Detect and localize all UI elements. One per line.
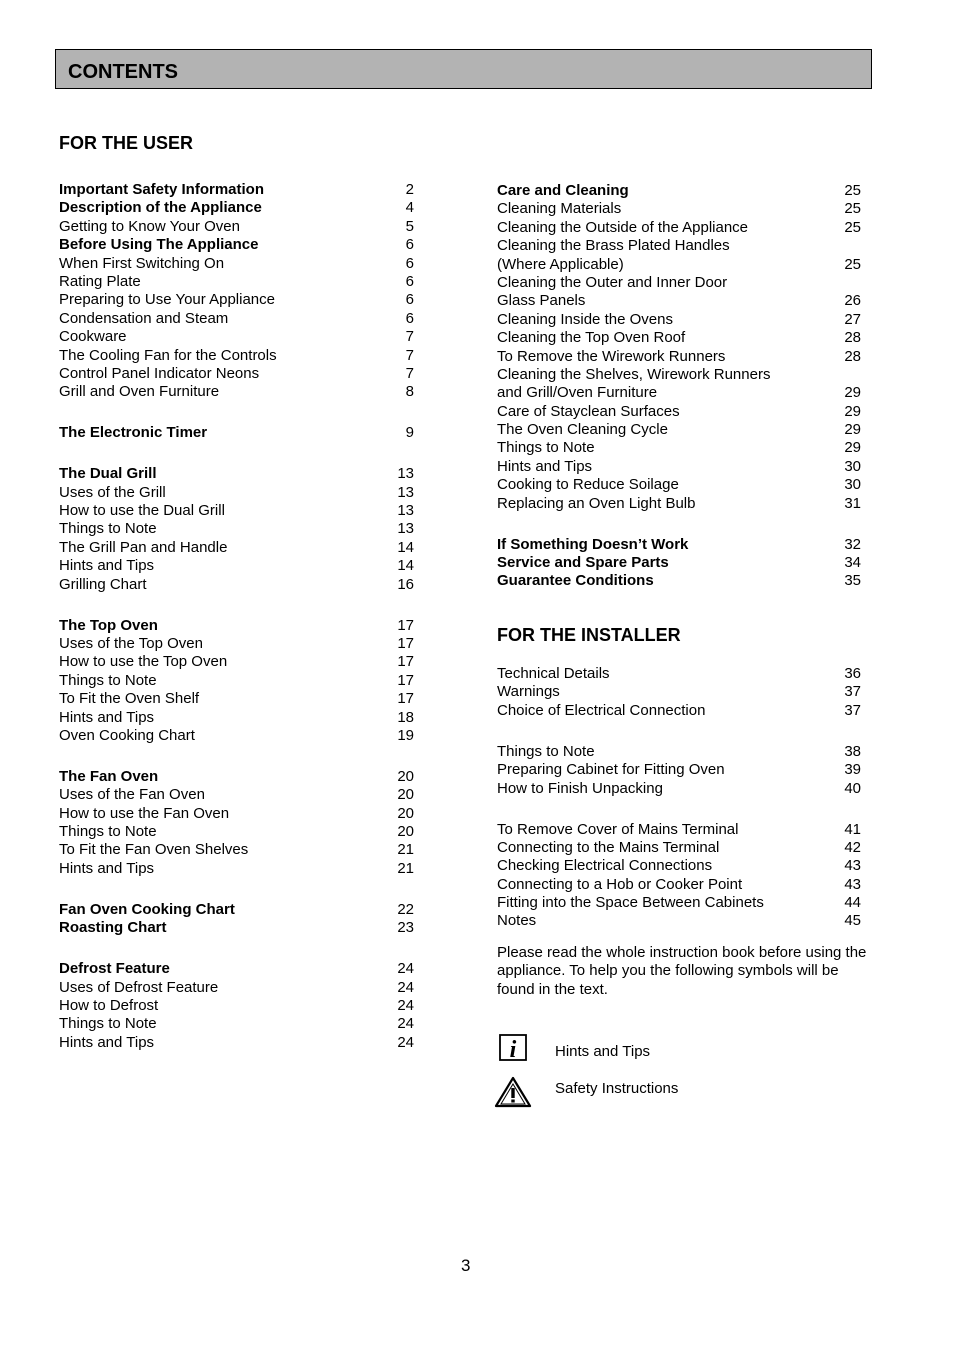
page-number: 3 (461, 1256, 471, 1275)
toc-entry-title: How to Defrost (59, 997, 159, 1015)
toc-entry-title: Grill and Oven Furniture (59, 383, 220, 401)
toc-entry-title: Roasting Chart (59, 919, 167, 937)
toc-entry-title: Things to Note (59, 671, 157, 689)
toc-entry-page: 21 (397, 841, 414, 859)
toc-entry (497, 476, 861, 494)
toc-entry (497, 219, 861, 237)
toc-entry-page: 25 (844, 218, 861, 236)
toc-entry (59, 841, 414, 859)
toc-entry-title: The Top Oven (59, 616, 158, 634)
toc-entry (59, 653, 414, 671)
toc-entry-page: 42 (844, 838, 861, 856)
toc-entry-title: The Oven Cleaning Cycle (497, 421, 668, 439)
toc-entry-title: Cleaning Inside the Ovens (497, 310, 673, 328)
toc-entry (497, 536, 861, 554)
toc-entry-page: 17 (397, 616, 414, 634)
info-i-icon (499, 1034, 529, 1062)
toc-entry (497, 458, 861, 476)
toc-entry-page: 2 (405, 181, 414, 198)
toc-entry-page: 24 (397, 978, 414, 996)
toc-entry-title: To Fit the Oven Shelf (59, 690, 200, 708)
toc-entry (59, 860, 414, 878)
toc-entry-title: Preparing Cabinet for Fitting Oven (497, 761, 725, 779)
group-spacer (497, 798, 861, 821)
group-spacer (59, 402, 414, 425)
toc-entry (497, 839, 861, 857)
toc-entry-title: Before Using The Appliance (59, 236, 259, 254)
toc-entry-page: 7 (405, 328, 414, 346)
toc-entry-title: Hints and Tips (59, 708, 155, 726)
toc-entry-title: The Cooling Fan for the Controls (59, 346, 277, 364)
toc-entry-page: 5 (405, 217, 414, 235)
toc-entry-page: 20 (397, 767, 414, 785)
toc-entry (59, 347, 414, 365)
toc-entry-page: 16 (397, 575, 414, 593)
toc-entry (497, 182, 861, 200)
toc-entry-title: To Remove the Wirework Runners (497, 347, 726, 365)
toc-entry-title: Hints and Tips (497, 457, 593, 475)
toc-entry-title: Grilling Chart (59, 575, 147, 593)
toc-entry-title: Guarantee Conditions (497, 572, 654, 590)
toc-entry-title: Rating Plate (59, 272, 141, 290)
toc-entry (59, 635, 414, 653)
toc-entry-page: 6 (405, 309, 414, 327)
toc-entry-page: 9 (405, 424, 414, 442)
instruction-note: Please read the whole instruction book before using the appliance. To help you the following symbols will be found in the text. (497, 944, 867, 998)
page-title: CONTENTS (68, 61, 178, 83)
toc-entry-title: Defrost Feature (59, 960, 170, 978)
toc-entry (59, 919, 414, 937)
toc-entry-page: 13 (397, 483, 414, 501)
toc-entry-page: 29 (844, 439, 861, 457)
toc-entry (59, 672, 414, 690)
toc-entry (59, 502, 414, 520)
toc-entry-page: 19 (397, 726, 414, 744)
installer-heading: FOR THE INSTALLER (497, 625, 681, 645)
toc-entry (497, 329, 861, 347)
toc-entry (59, 786, 414, 804)
toc-entry-page: 6 (405, 254, 414, 272)
toc-entry-page: 6 (405, 236, 414, 254)
toc-entry (59, 617, 414, 635)
toc-entry-title: How to Finish Unpacking (497, 779, 663, 797)
toc-entry-title: To Fit the Fan Oven Shelves (59, 841, 249, 859)
safety-symbol-label: Safety Instructions (555, 1080, 679, 1097)
toc-entry-title: Uses of Defrost Feature (59, 978, 219, 996)
toc-entry (59, 181, 414, 199)
toc-entry-title: Things to Note (59, 823, 157, 841)
toc-entry (59, 199, 414, 217)
toc-entry (59, 805, 414, 823)
toc-entry (59, 576, 414, 594)
toc-entry-page: 28 (844, 347, 861, 365)
toc-entry (497, 761, 861, 779)
toc-entry-title: Hints and Tips (59, 557, 155, 575)
toc-entry-title: Glass Panels (497, 292, 586, 310)
toc-entry-title: Service and Spare Parts (497, 554, 669, 572)
toc-entry-title: Cleaning the Brass Plated Handles (497, 237, 730, 255)
toc-entry (59, 557, 414, 575)
toc-entry-title: Cookware (59, 328, 127, 346)
toc-entry (59, 901, 414, 919)
toc-entry-title: Hints and Tips (59, 859, 155, 877)
toc-entry-page: 20 (397, 804, 414, 822)
toc-entry-page: 34 (844, 554, 861, 572)
toc-entry (497, 200, 861, 218)
toc-entry-page: 35 (844, 572, 861, 590)
toc-entry-title: Description of the Appliance (59, 199, 262, 217)
toc-entry-page: 17 (397, 671, 414, 689)
toc-entry (59, 328, 414, 346)
toc-entry (59, 768, 414, 786)
toc-entry-title: Cleaning Materials (497, 200, 622, 218)
toc-entry-title: Uses of the Fan Oven (59, 786, 205, 804)
toc-entry (497, 894, 861, 912)
toc-entry (497, 857, 861, 875)
toc-entry-title: and Grill/Oven Furniture (497, 384, 658, 402)
toc-entry-page: 31 (844, 494, 861, 512)
user-toc-left (59, 181, 414, 1052)
toc-entry (59, 255, 414, 273)
toc-entry (497, 274, 861, 292)
toc-entry (497, 665, 861, 683)
toc-entry-page: 38 (844, 742, 861, 760)
toc-entry-page: 21 (397, 859, 414, 877)
warning-triangle-icon (494, 1076, 532, 1108)
toc-entry-title: Cleaning the Outer and Inner Door (497, 273, 728, 291)
toc-entry-page: 17 (397, 634, 414, 652)
toc-entry (497, 821, 861, 839)
toc-entry-page: 29 (844, 421, 861, 439)
toc-entry-page: 37 (844, 701, 861, 719)
toc-entry-title: If Something Doesn’t Work (497, 535, 689, 553)
toc-entry-page: 7 (405, 346, 414, 364)
toc-entry-page: 30 (844, 476, 861, 494)
toc-entry (497, 743, 861, 761)
toc-entry (59, 365, 414, 383)
toc-entry-page: 6 (405, 272, 414, 290)
toc-entry-page: 20 (397, 823, 414, 841)
toc-entry (59, 823, 414, 841)
toc-entry-title: Things to Note (497, 742, 595, 760)
toc-entry-title: Connecting to a Hob or Cooker Point (497, 875, 743, 893)
group-spacer (59, 443, 414, 466)
group-spacer (59, 745, 414, 768)
toc-entry-title: Cleaning the Outside of the Appliance (497, 218, 749, 236)
toc-entry-title: Things to Note (497, 439, 595, 457)
toc-entry-title: How to use the Dual Grill (59, 502, 225, 520)
toc-entry (497, 554, 861, 572)
toc-entry-page: 17 (397, 690, 414, 708)
toc-entry (59, 484, 414, 502)
toc-entry-title: Preparing to Use Your Appliance (59, 291, 275, 309)
toc-entry (497, 439, 861, 457)
toc-entry-title: Uses of the Grill (59, 483, 166, 501)
group-spacer (59, 938, 414, 961)
toc-entry-page: 32 (844, 535, 861, 553)
toc-entry-title: Connecting to the Mains Terminal (497, 838, 720, 856)
toc-entry-page: 13 (397, 502, 414, 520)
toc-entry (59, 383, 414, 401)
toc-entry (59, 424, 414, 442)
toc-entry-page: 45 (844, 912, 861, 930)
toc-entry-title: Care of Stayclean Surfaces (497, 402, 680, 420)
toc-entry (59, 960, 414, 978)
hints-symbol-label: Hints and Tips (555, 1043, 651, 1060)
toc-entry-page: 8 (405, 383, 414, 401)
toc-entry-page: 44 (844, 894, 861, 912)
toc-entry (497, 702, 861, 720)
installer-toc (497, 665, 861, 931)
toc-entry-title: Cleaning the Shelves, Wirework Runners (497, 365, 771, 383)
group-spacer (59, 594, 414, 617)
toc-entry-title: The Dual Grill (59, 465, 157, 483)
toc-entry (497, 292, 861, 310)
group-spacer (497, 720, 861, 743)
toc-entry-page: 25 (844, 255, 861, 273)
toc-entry-page: 14 (397, 538, 414, 556)
toc-entry-title: Replacing an Oven Light Bulb (497, 494, 696, 512)
toc-entry-page: 39 (844, 761, 861, 779)
toc-entry-title: Important Safety Information (59, 181, 265, 198)
toc-entry (59, 1015, 414, 1033)
toc-entry-page: 40 (844, 779, 861, 797)
toc-entry (497, 256, 861, 274)
toc-entry-page: 43 (844, 857, 861, 875)
toc-entry-title: When First Switching On (59, 254, 225, 272)
toc-entry-page: 25 (844, 200, 861, 218)
toc-entry (497, 780, 861, 798)
toc-entry (497, 572, 861, 590)
toc-entry (497, 421, 861, 439)
toc-entry (59, 218, 414, 236)
toc-entry-page: 36 (844, 665, 861, 682)
toc-entry (497, 384, 861, 402)
toc-entry-title: How to use the Fan Oven (59, 804, 230, 822)
toc-entry-title: Things to Note (59, 520, 157, 538)
toc-entry (59, 465, 414, 483)
toc-entry-page: 24 (397, 997, 414, 1015)
toc-entry (59, 236, 414, 254)
toc-entry (59, 690, 414, 708)
toc-entry-title: Warnings (497, 683, 560, 701)
toc-entry-page: 14 (397, 557, 414, 575)
contents-banner (55, 49, 872, 89)
toc-entry (59, 1034, 414, 1052)
toc-entry-page: 43 (844, 875, 861, 893)
toc-entry-title: Choice of Electrical Connection (497, 701, 706, 719)
toc-entry-title: Condensation and Steam (59, 309, 229, 327)
toc-entry-page: 7 (405, 364, 414, 382)
toc-entry-title: To Remove Cover of Mains Terminal (497, 820, 739, 838)
toc-entry-page: 25 (844, 182, 861, 199)
group-spacer (497, 513, 861, 536)
toc-entry-title: The Electronic Timer (59, 424, 208, 442)
user-toc-right (497, 182, 861, 591)
toc-entry-page: 26 (844, 292, 861, 310)
toc-entry-page: 29 (844, 384, 861, 402)
toc-entry-page: 37 (844, 683, 861, 701)
toc-entry-title: Uses of the Top Oven (59, 634, 203, 652)
toc-entry-title: Notes (497, 912, 537, 930)
toc-entry-page: 27 (844, 310, 861, 328)
toc-entry (59, 709, 414, 727)
toc-entry (59, 310, 414, 328)
toc-entry (59, 273, 414, 291)
toc-entry (59, 997, 414, 1015)
toc-entry (497, 348, 861, 366)
toc-entry-title: Technical Details (497, 665, 610, 682)
toc-entry-title: Oven Cooking Chart (59, 726, 195, 744)
user-heading: FOR THE USER (59, 133, 194, 153)
toc-entry (59, 291, 414, 309)
toc-entry (497, 311, 861, 329)
toc-entry-page: 4 (405, 199, 414, 217)
group-spacer (59, 878, 414, 901)
toc-entry (497, 237, 861, 255)
toc-entry-page: 24 (397, 1033, 414, 1051)
toc-entry (497, 683, 861, 701)
toc-entry-page: 20 (397, 786, 414, 804)
toc-entry (497, 876, 861, 894)
toc-entry-page: 13 (397, 465, 414, 483)
toc-entry-title: Cooking to Reduce Soilage (497, 476, 679, 494)
toc-entry-page: 24 (397, 960, 414, 978)
toc-entry-title: Checking Electrical Connections (497, 857, 713, 875)
toc-entry (497, 403, 861, 421)
toc-entry-page: 22 (397, 900, 414, 918)
toc-entry-page: 13 (397, 520, 414, 538)
toc-entry-title: Cleaning the Top Oven Roof (497, 329, 686, 347)
toc-entry-page: 29 (844, 402, 861, 420)
toc-entry (59, 727, 414, 745)
toc-entry (497, 495, 861, 513)
toc-entry-title: Care and Cleaning (497, 182, 629, 199)
toc-entry-title: (Where Applicable) (497, 255, 624, 273)
toc-entry (59, 979, 414, 997)
toc-entry-page: 41 (844, 820, 861, 838)
toc-entry (497, 912, 861, 930)
svg-text:i: i (509, 1037, 517, 1062)
toc-entry-page: 17 (397, 653, 414, 671)
toc-entry-title: The Fan Oven (59, 767, 159, 785)
toc-entry (497, 366, 861, 384)
toc-entry-title: Getting to Know Your Oven (59, 217, 240, 235)
toc-entry-title: Fitting into the Space Between Cabinets (497, 894, 764, 912)
toc-entry-title: The Grill Pan and Handle (59, 538, 228, 556)
toc-entry-page: 24 (397, 1015, 414, 1033)
toc-entry-page: 18 (397, 708, 414, 726)
toc-entry (59, 539, 414, 557)
toc-entry-title: Control Panel Indicator Neons (59, 364, 260, 382)
toc-entry-page: 23 (397, 919, 414, 937)
toc-entry (59, 520, 414, 538)
toc-entry-title: Things to Note (59, 1015, 157, 1033)
toc-entry-title: Fan Oven Cooking Chart (59, 900, 235, 918)
toc-entry-title: Hints and Tips (59, 1033, 155, 1051)
toc-entry-page: 28 (844, 329, 861, 347)
toc-entry-page: 30 (844, 457, 861, 475)
toc-entry-title: How to use the Top Oven (59, 653, 228, 671)
toc-entry-page: 6 (405, 291, 414, 309)
